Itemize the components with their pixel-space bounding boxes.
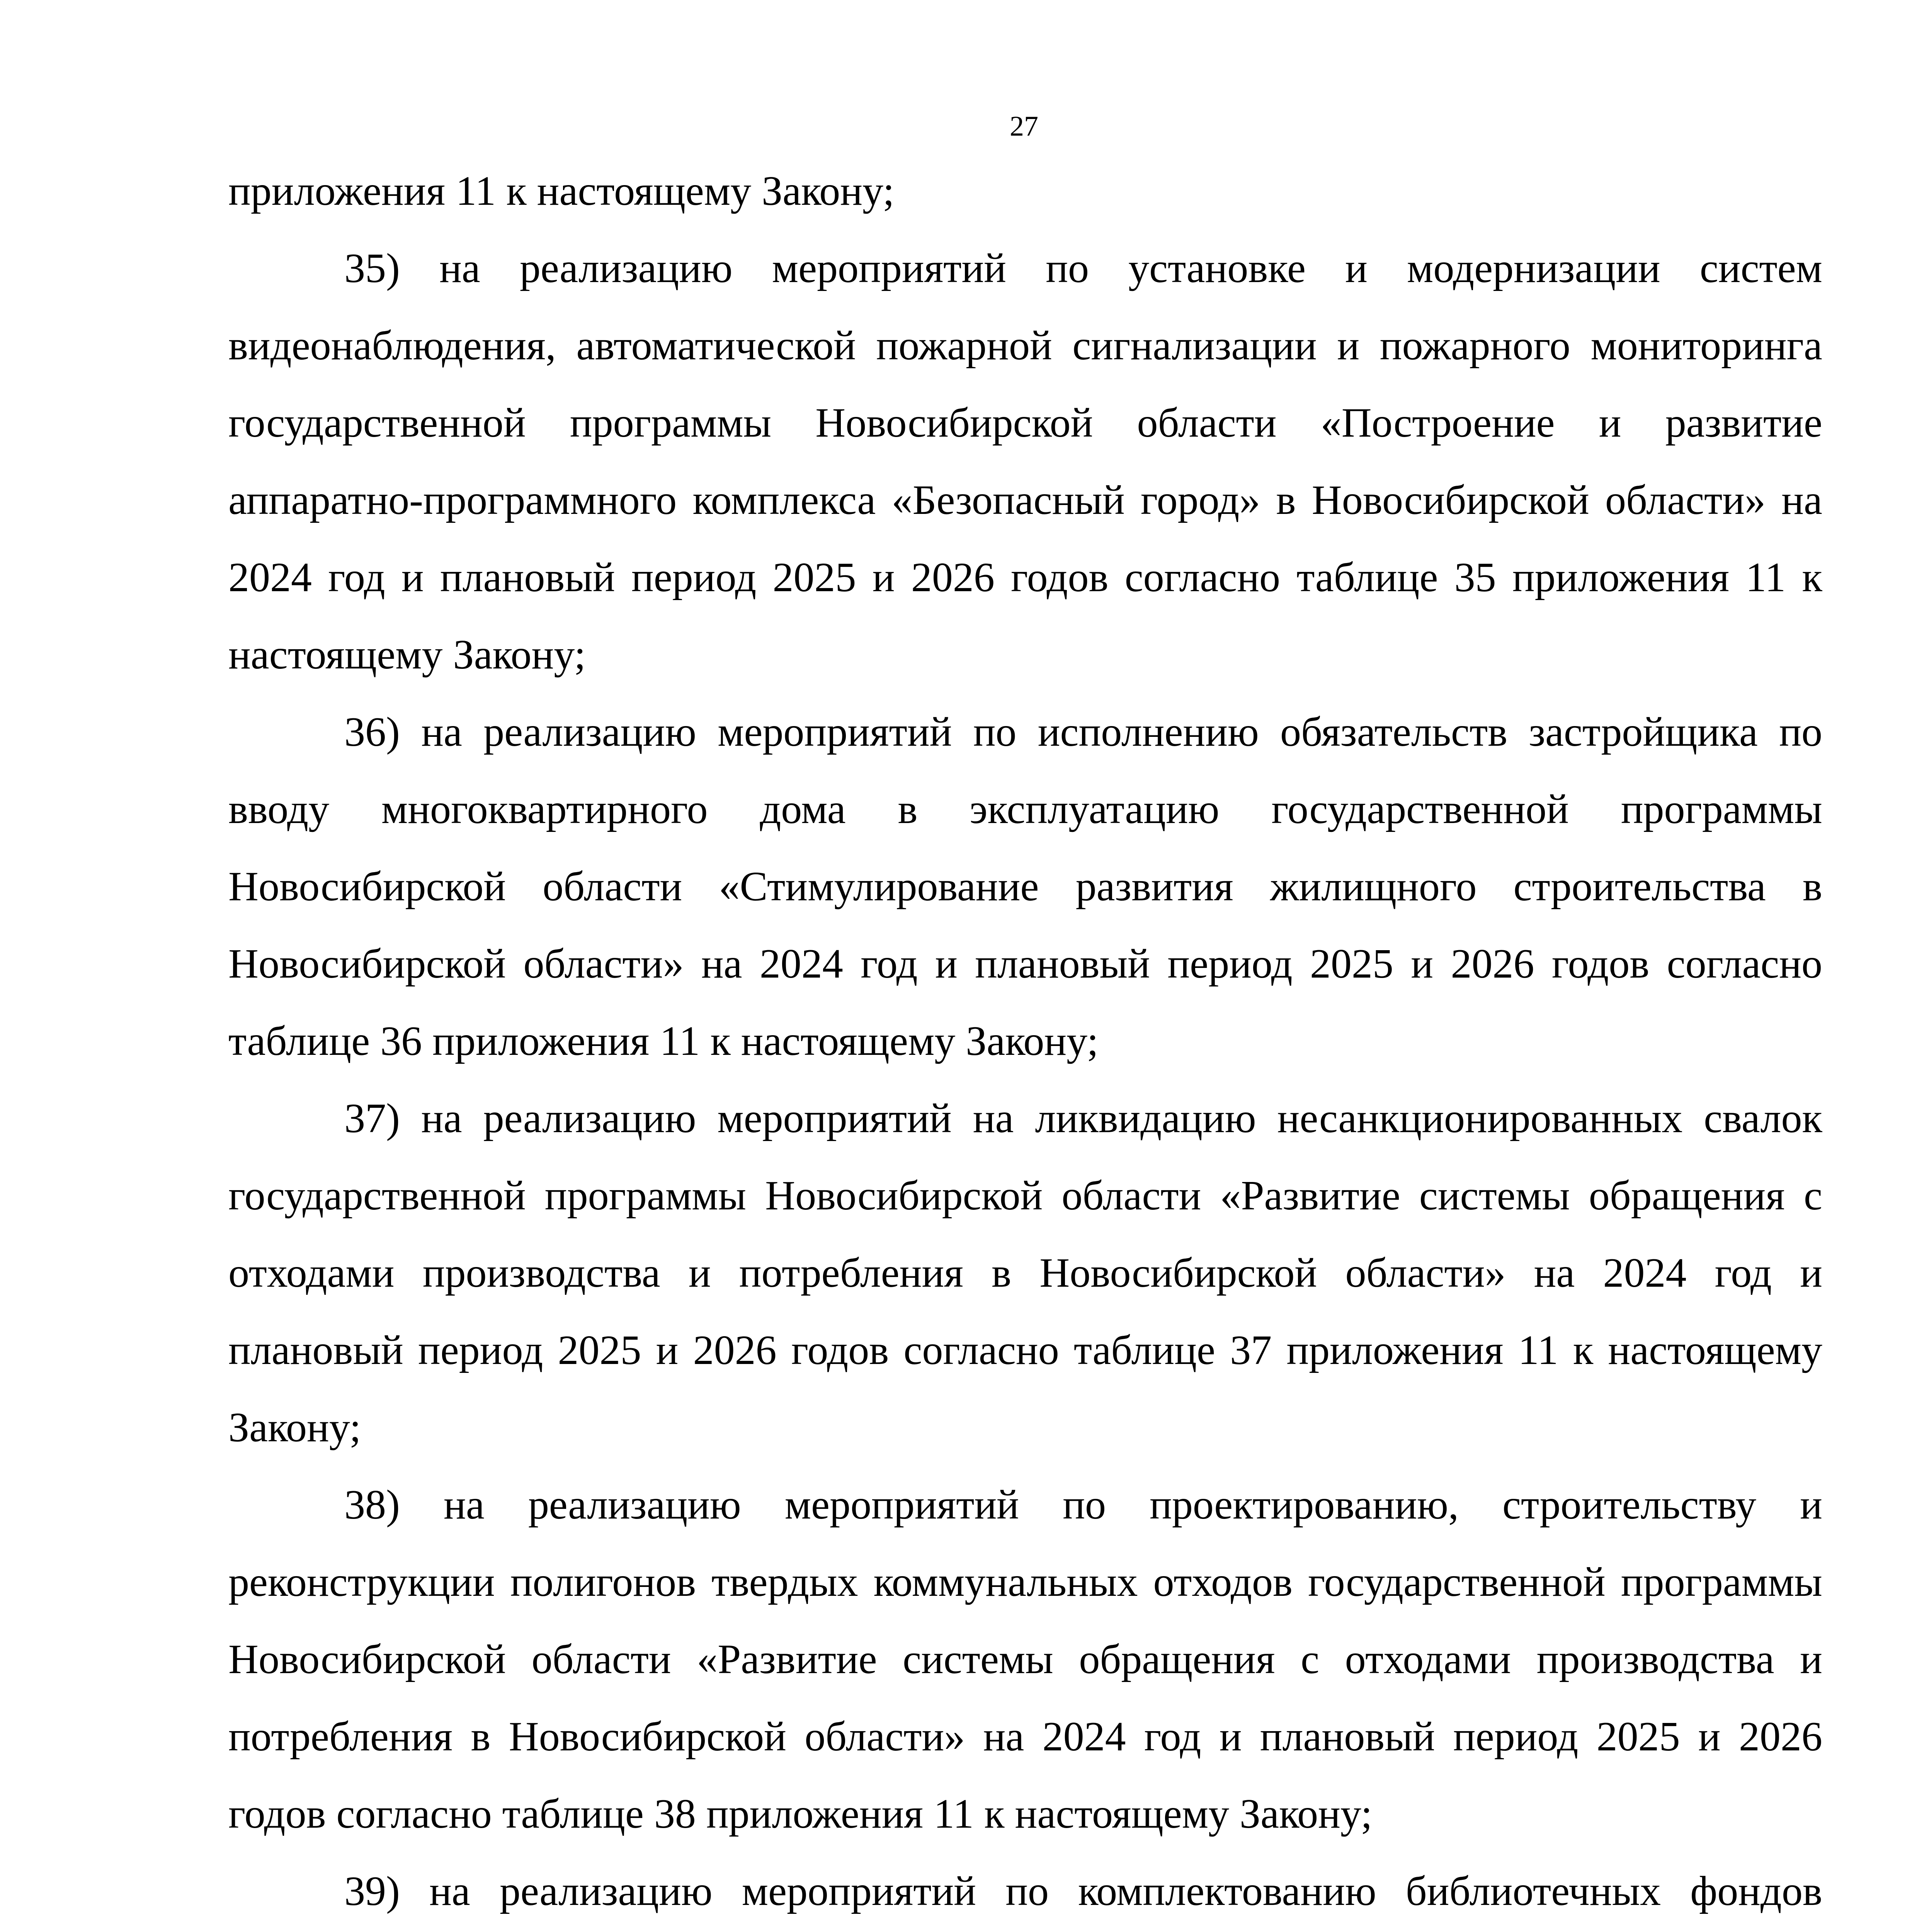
paragraph-item-37: 37) на реализацию мероприятий на ликвидацию несанкционированных свалок государственной программы Новосибирской области «Развитие системы обращения с отходами производства и потребления в Новосибирской области» на 2024 год и плановый период 2025 и 2026 годов согласно таблице 37 приложения 11 к настоящему Закону; bbox=[228, 1095, 1822, 1451]
paragraph-item-39: 39) на реализацию мероприятий по комплектованию библиотечных фондов bbox=[344, 1868, 1822, 1914]
document-body bbox=[228, 153, 1822, 1932]
paragraph-item-36: 36) на реализацию мероприятий по исполнению обязательств застройщика по вводу многоквартирного дома в эксплуатацию государственной программы Новосибирской области «Стимулирование развития жилищного строительства в Новосибирской области» на 2024 год и плановый период 2025 и 2026 годов согласно таблице 36 приложения 11 к настоящему Закону; bbox=[228, 709, 1822, 1064]
paragraph-item-38: 38) на реализацию мероприятий по проектированию, строительству и реконструкции полигонов твердых коммунальных отходов государственной программы Новосибирской области «Развитие системы обращения с отходами производства и потребления в Новосибирской области» на 2024 год и плановый период 2025 и 2026 годов согласно таблице 38 приложения 11 к настоящему Закону; bbox=[228, 1482, 1822, 1837]
paragraph-continuation: приложения 11 к настоящему Закону; bbox=[228, 168, 895, 214]
paragraph-item-35: 35) на реализацию мероприятий по установке и модернизации систем видеонаблюдения, автоматической пожарной сигнализации и пожарного мониторинга государственной программы Новосибирской области «Построение и развитие аппаратно-программного комплекса «Безопасный город» в Новосибирской области» на 2024 год и плановый период 2025 и 2026 годов согласно таблице 35 приложения 11 к настоящему Закону; bbox=[228, 245, 1822, 678]
page-number: 27 bbox=[1010, 111, 1038, 142]
